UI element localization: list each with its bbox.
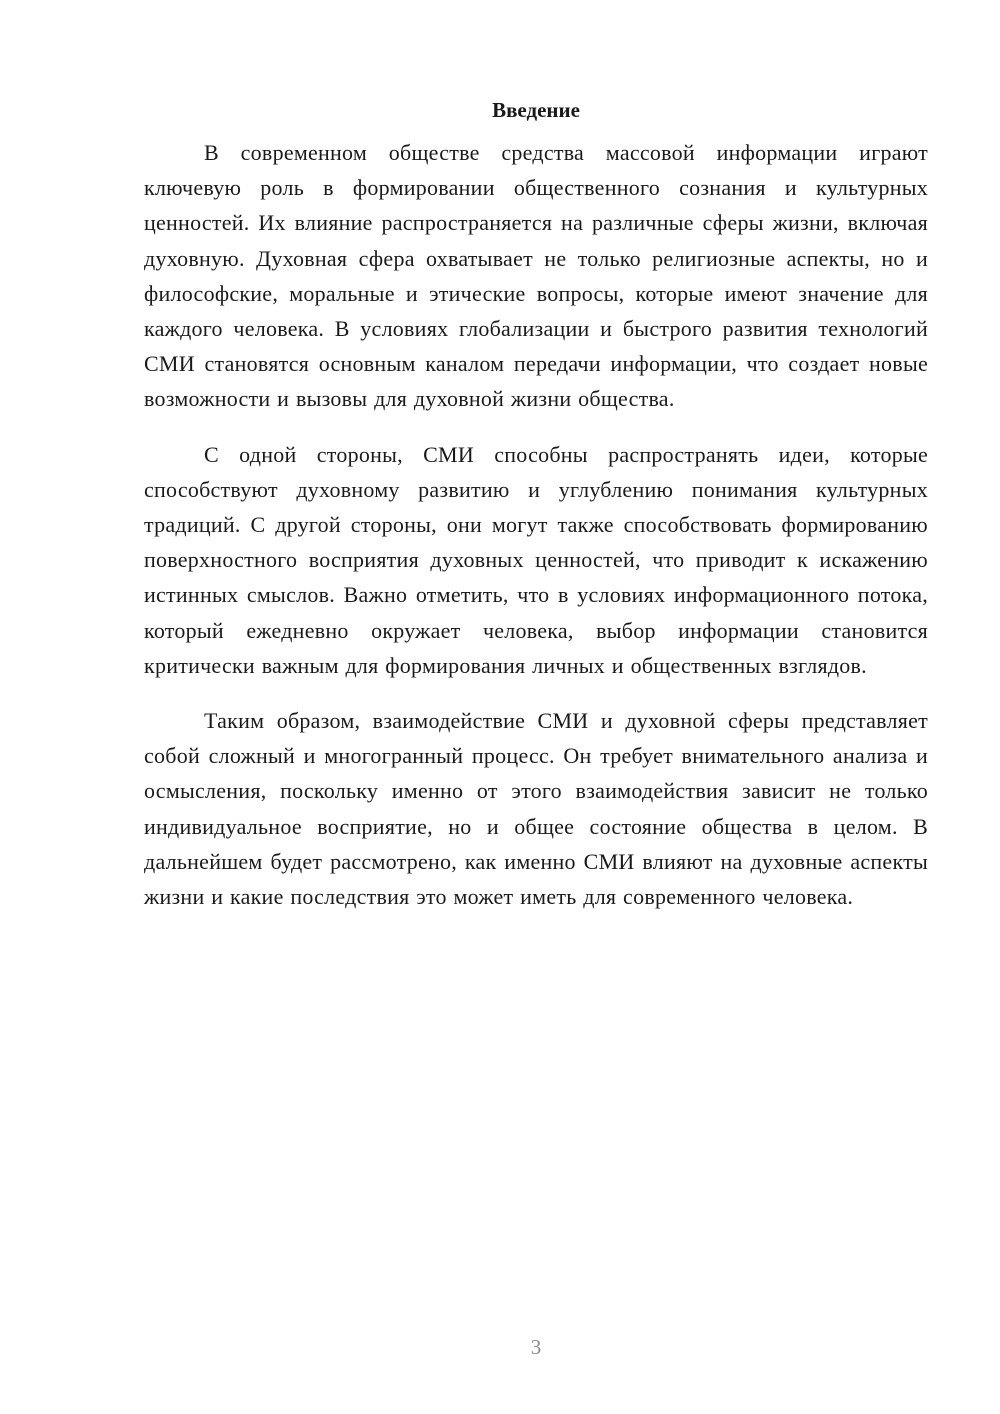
paragraph-3: Таким образом, взаимодействие СМИ и духовной сферы представляет собой сложный и многогранный процесс. Он требует внимательного анализа и осмысления, поскольку именно от этого взаимодействия зависит не только индивидуальное восприятие, но и общее состояние общества в целом. В дальнейшем будет рассмотрено, как именно СМИ влияют на духовные аспекты жизни и какие последствия это может иметь для современного человека. (144, 708, 928, 910)
section-title: Введение (492, 98, 580, 122)
page-number: 3 (530, 1335, 542, 1359)
paragraph-2: С одной стороны, СМИ способны распространять идеи, которые способствуют духовному развитию и углублению понимания культурных традиций. С другой стороны, они могут также способствовать формированию поверхностного восприятия духовных ценностей, что приводит к искажению истинных смыслов. Важно отметить, что в условиях информационного потока, который ежедневно окружает человека, выбор информации становится критически важным для формирования личных и общественных взглядов. (144, 441, 928, 678)
document-body (144, 96, 928, 934)
paragraph-1: В современном обществе средства массовой информации играют ключевую роль в формировании общественного сознания и культурных ценностей. Их влияние распространяется на различные сферы жизни, включая духовную. Духовная сфера охватывает не только религиозные аспекты, но и философские, моральные и этические вопросы, которые имеют значение для каждого человека. В условиях глобализации и быстрого развития технологий СМИ становятся основным каналом передачи информации, что создает новые возможности и вызовы для духовной жизни общества. (144, 140, 928, 412)
